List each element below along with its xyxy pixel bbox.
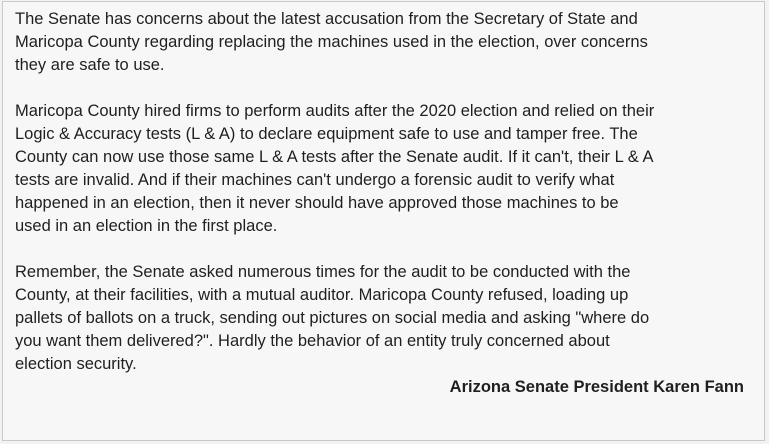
statement-card (2, 1, 765, 441)
paragraph-remember: Remember, the Senate asked numerous times for the audit to be conducted with the County, at their facilities, with a mutual auditor. Maricopa County refused, loading up pallets of ballots on a truck, sending out pictures on social media and asking "where do you want them delivered?". Hardly the behavior of an entity truly concerned about election security. (15, 263, 650, 373)
paragraph-senate-concerns: The Senate has concerns about the latest accusation from the Secretary of State and Maricopa County regarding replacing the machines used in the election, over concerns they are safe to use. (15, 10, 648, 74)
paragraph-maricopa-audits: Maricopa County hired firms to perform audits after the 2020 election and relied on their Logic & Accuracy tests (L & A) to declare equipment safe to use and tamper free. The County can now use those same L & A tests after the Senate audit. If it can't, their L & A tests are invalid. And if their machines can't undergo a forensic audit to verify what happened in an election, then it never should have approved those machines to be used in an election in the first place. (15, 102, 655, 235)
signature: Arizona Senate President Karen Fann (449, 378, 744, 396)
